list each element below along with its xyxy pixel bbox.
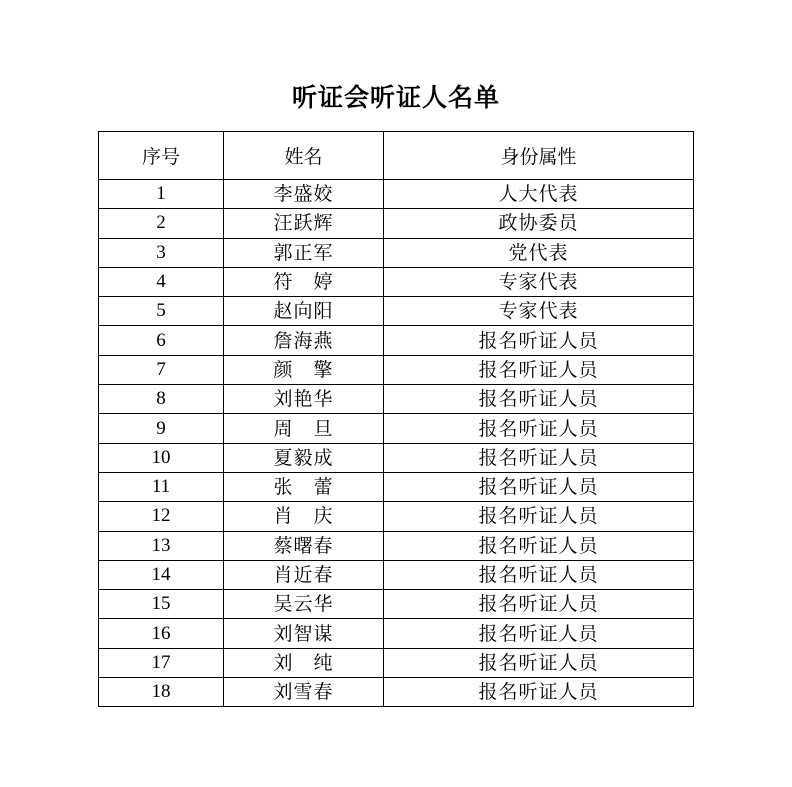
row-name-cell: 汪跃辉 bbox=[224, 209, 384, 238]
row-number-cell: 11 bbox=[99, 472, 224, 501]
row-number-cell: 8 bbox=[99, 385, 224, 414]
row-identity-cell: 报名听证人员 bbox=[384, 648, 694, 677]
table-row bbox=[99, 209, 694, 238]
row-name-cell: 肖 庆 bbox=[224, 502, 384, 531]
row-identity-cell: 报名听证人员 bbox=[384, 619, 694, 648]
hearing-participant-table bbox=[98, 131, 694, 707]
row-identity-cell: 专家代表 bbox=[384, 297, 694, 326]
row-identity-cell: 报名听证人员 bbox=[384, 531, 694, 560]
row-name-cell: 刘智谋 bbox=[224, 619, 384, 648]
table-body bbox=[99, 180, 694, 707]
table-row bbox=[99, 385, 694, 414]
row-identity-cell: 报名听证人员 bbox=[384, 502, 694, 531]
table-row bbox=[99, 619, 694, 648]
row-identity-cell: 报名听证人员 bbox=[384, 326, 694, 355]
row-identity-cell: 报名听证人员 bbox=[384, 590, 694, 619]
row-name-cell: 颜 擎 bbox=[224, 355, 384, 384]
row-identity-cell: 报名听证人员 bbox=[384, 443, 694, 472]
row-name-cell: 夏毅成 bbox=[224, 443, 384, 472]
row-name-cell: 符 婷 bbox=[224, 267, 384, 296]
row-number-cell: 10 bbox=[99, 443, 224, 472]
row-identity-cell: 党代表 bbox=[384, 238, 694, 267]
table-row bbox=[99, 355, 694, 384]
table-row bbox=[99, 297, 694, 326]
table-row bbox=[99, 472, 694, 501]
table-row bbox=[99, 443, 694, 472]
row-number-cell: 13 bbox=[99, 531, 224, 560]
row-identity-cell: 人大代表 bbox=[384, 180, 694, 209]
row-number-cell: 17 bbox=[99, 648, 224, 677]
table-row bbox=[99, 648, 694, 677]
row-name-cell: 刘 纯 bbox=[224, 648, 384, 677]
row-identity-cell: 报名听证人员 bbox=[384, 385, 694, 414]
table-row bbox=[99, 560, 694, 589]
table-row bbox=[99, 531, 694, 560]
row-number-cell: 4 bbox=[99, 267, 224, 296]
row-name-cell: 詹海燕 bbox=[224, 326, 384, 355]
row-number-cell: 6 bbox=[99, 326, 224, 355]
row-number-cell: 1 bbox=[99, 180, 224, 209]
row-identity-cell: 报名听证人员 bbox=[384, 560, 694, 589]
row-number-cell: 18 bbox=[99, 678, 224, 707]
row-identity-cell: 报名听证人员 bbox=[384, 414, 694, 443]
row-identity-cell: 报名听证人员 bbox=[384, 355, 694, 384]
page-title: 听证会听证人名单 bbox=[291, 83, 500, 112]
table-row bbox=[99, 678, 694, 707]
row-identity-cell: 报名听证人员 bbox=[384, 472, 694, 501]
column-header-identity: 身份属性 bbox=[384, 132, 694, 180]
table-row bbox=[99, 414, 694, 443]
table-row bbox=[99, 590, 694, 619]
table-header-row bbox=[99, 132, 694, 180]
row-number-cell: 3 bbox=[99, 238, 224, 267]
row-identity-cell: 政协委员 bbox=[384, 209, 694, 238]
row-identity-cell: 专家代表 bbox=[384, 267, 694, 296]
row-number-cell: 12 bbox=[99, 502, 224, 531]
row-name-cell: 郭正军 bbox=[224, 238, 384, 267]
row-name-cell: 蔡曙春 bbox=[224, 531, 384, 560]
row-number-cell: 9 bbox=[99, 414, 224, 443]
row-number-cell: 5 bbox=[99, 297, 224, 326]
row-name-cell: 吴云华 bbox=[224, 590, 384, 619]
table-row bbox=[99, 238, 694, 267]
row-number-cell: 15 bbox=[99, 590, 224, 619]
row-number-cell: 2 bbox=[99, 209, 224, 238]
table-row bbox=[99, 502, 694, 531]
table-row bbox=[99, 180, 694, 209]
row-name-cell: 刘雪春 bbox=[224, 678, 384, 707]
row-number-cell: 16 bbox=[99, 619, 224, 648]
table-row bbox=[99, 267, 694, 296]
row-name-cell: 赵向阳 bbox=[224, 297, 384, 326]
column-header-number: 序号 bbox=[99, 132, 224, 180]
row-name-cell: 刘艳华 bbox=[224, 385, 384, 414]
row-name-cell: 李盛姣 bbox=[224, 180, 384, 209]
row-name-cell: 周 旦 bbox=[224, 414, 384, 443]
row-name-cell: 张 蕾 bbox=[224, 472, 384, 501]
table-row bbox=[99, 326, 694, 355]
row-name-cell: 肖近春 bbox=[224, 560, 384, 589]
column-header-name: 姓名 bbox=[224, 132, 384, 180]
row-identity-cell: 报名听证人员 bbox=[384, 678, 694, 707]
row-number-cell: 7 bbox=[99, 355, 224, 384]
row-number-cell: 14 bbox=[99, 560, 224, 589]
